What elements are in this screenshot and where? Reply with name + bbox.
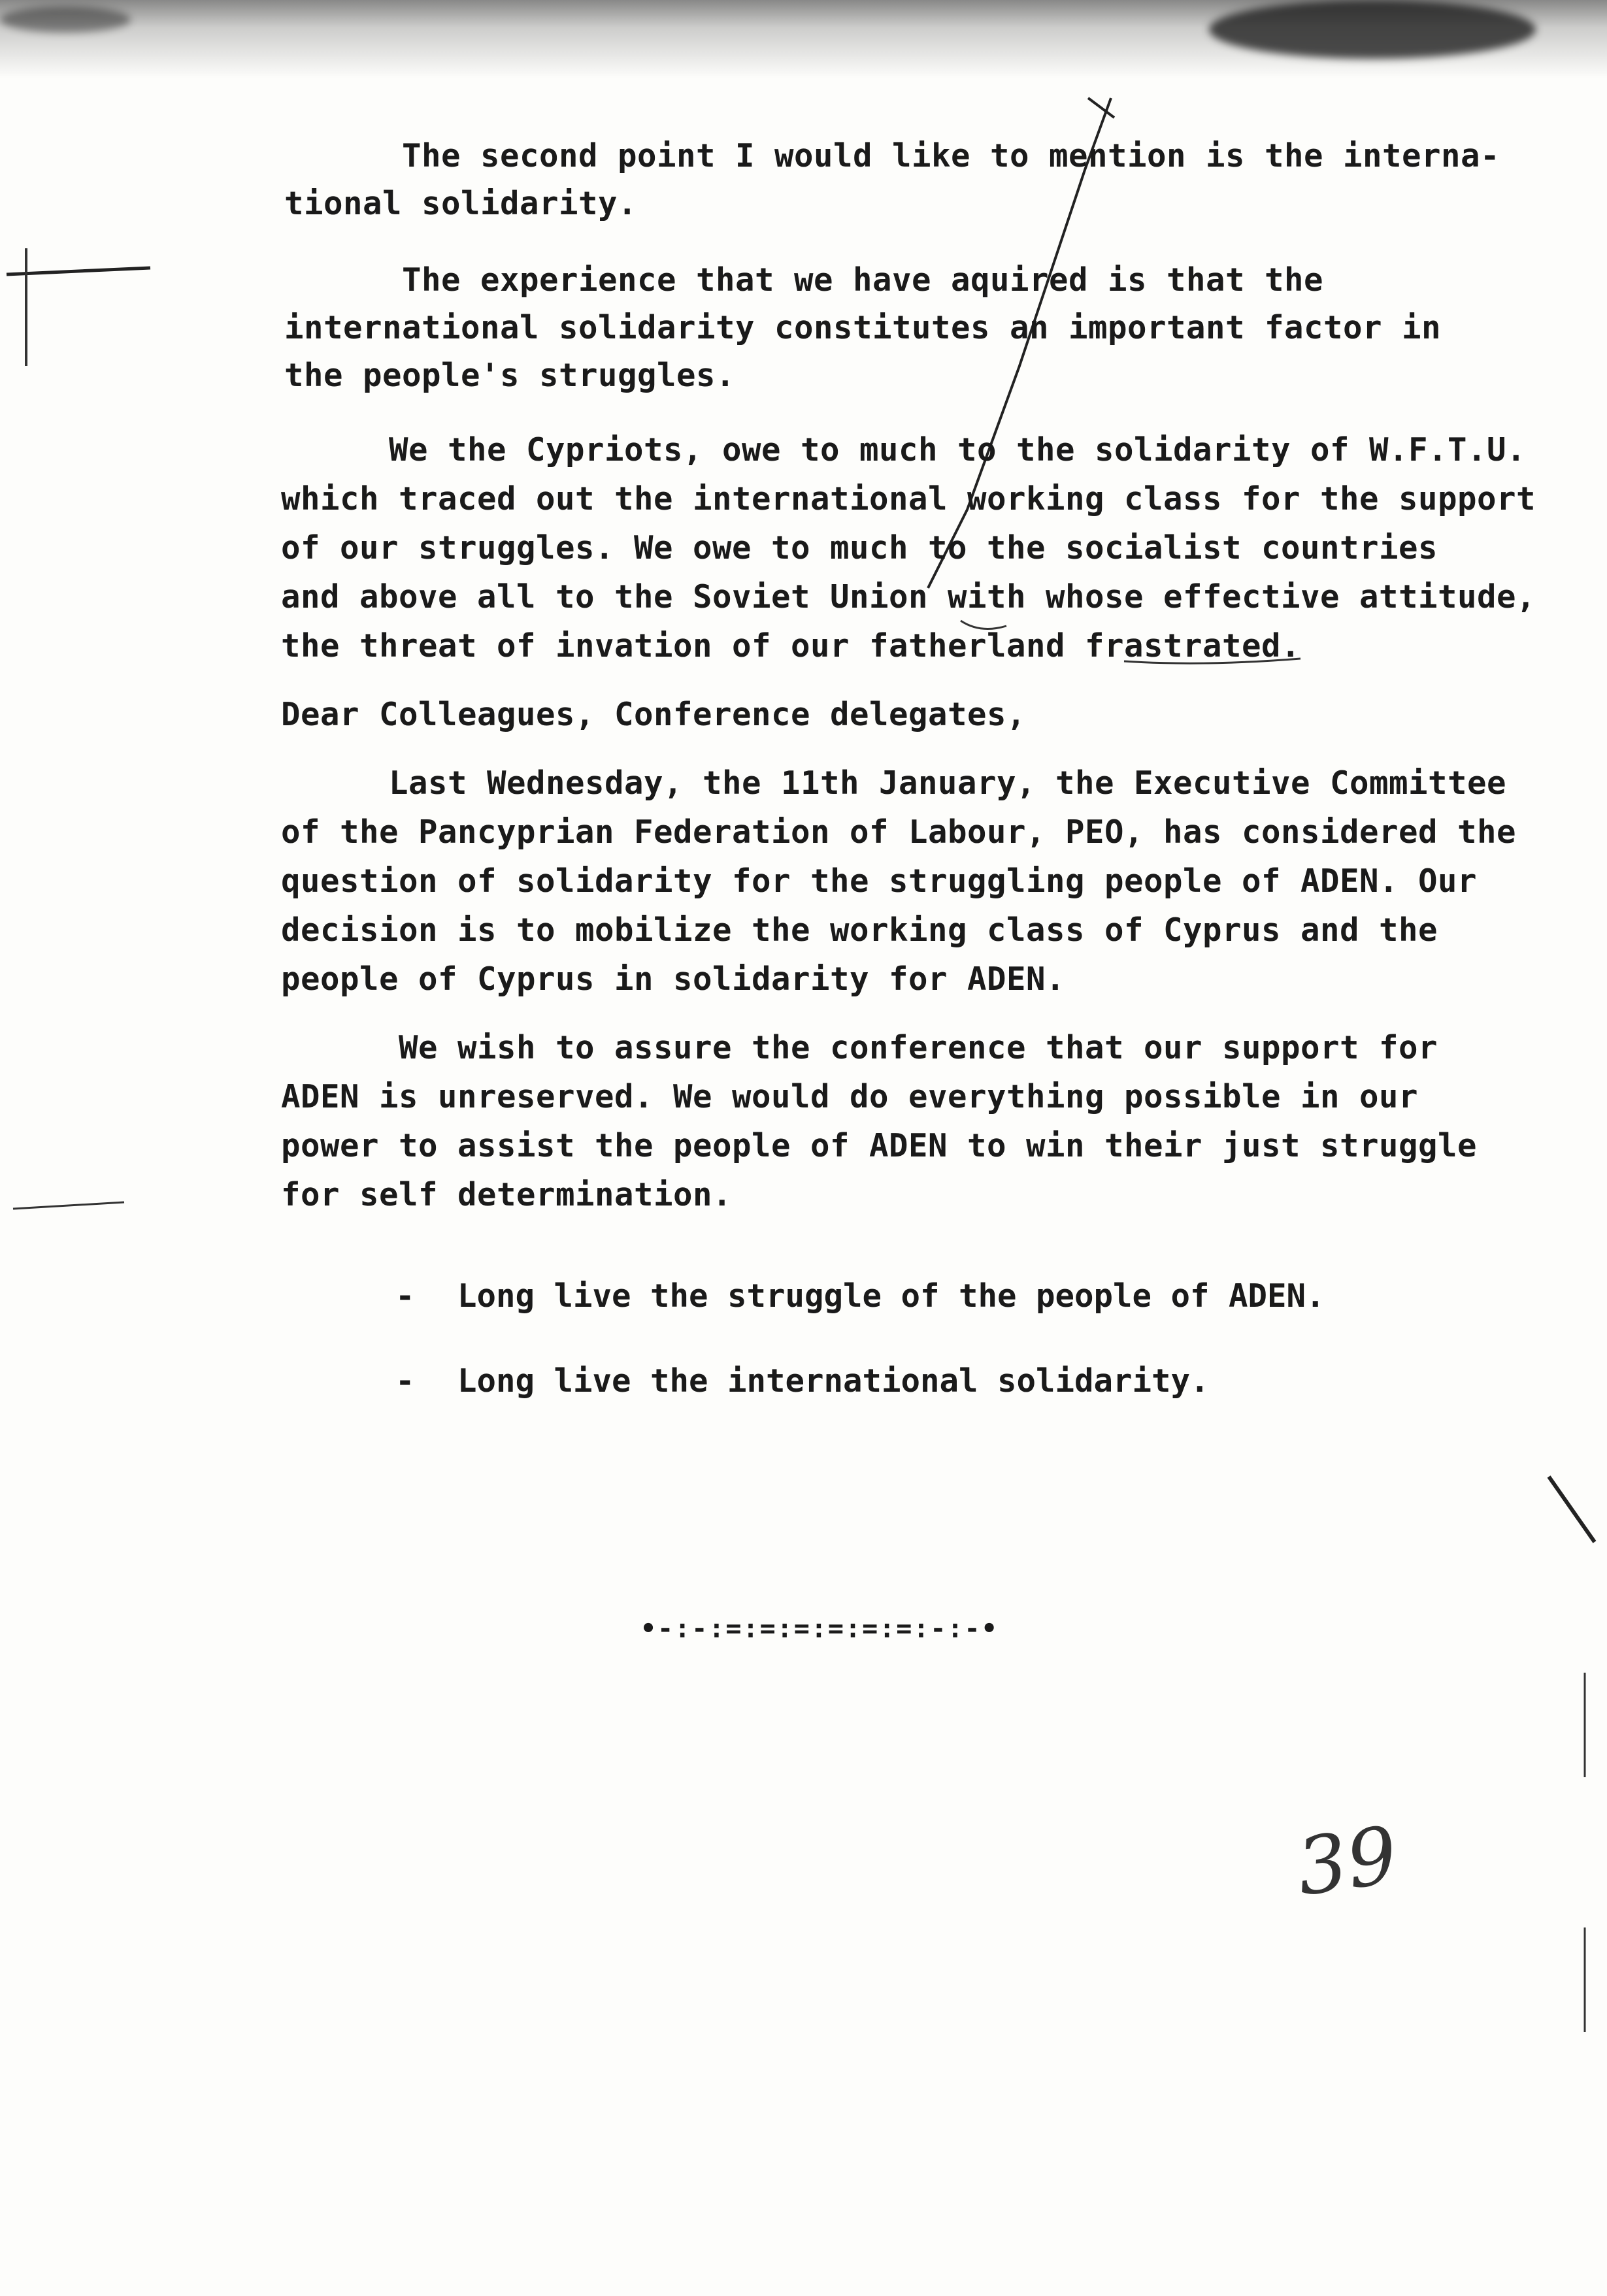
paragraph-5-line-1: Last Wednesday, the 11th January, the Executive Committee	[389, 764, 1507, 802]
paragraph-5-line-4: decision is to mobilize the working class of Cyprus and the	[281, 911, 1438, 949]
paragraph-2-line-2: international solidarity constitutes an important factor in	[284, 309, 1442, 346]
paragraph-6-line-1: We wish to assure the conference that our support for	[399, 1029, 1438, 1066]
end-separator: •-:-:=:=:=:=:=:=:-:-•	[640, 1614, 999, 1644]
paragraph-5-line-3: question of solidarity for the struggling people of ADEN. Our	[281, 862, 1478, 900]
paragraph-6-line-2: ADEN is unreserved. We would do everything possible in our	[281, 1078, 1419, 1115]
paragraph-6-line-3: power to assist the people of ADEN to win their just struggle	[281, 1127, 1478, 1164]
slogan-2-dash: -	[395, 1362, 415, 1400]
paragraph-2-line-3: the people's struggles.	[284, 357, 736, 394]
paragraph-3-line-2: which traced out the international working class for the support	[281, 480, 1536, 517]
paragraph-3-line-4: and above all to the Soviet Union with whose effective attitude,	[281, 578, 1536, 615]
paragraph-6-line-4: for self determination.	[281, 1176, 733, 1213]
paragraph-3-line-3: of our struggles. We owe to much to the socialist countries	[281, 529, 1438, 566]
paragraph-1-line-2: tional solidarity.	[284, 185, 638, 222]
paragraph-5-line-5: people of Cyprus in solidarity for ADEN.	[281, 960, 1066, 998]
slogan-1: Long live the struggle of the people of ADEN.	[457, 1277, 1325, 1315]
slogan-1-dash: -	[395, 1277, 415, 1315]
slogan-2: Long live the international solidarity.	[457, 1362, 1210, 1400]
salutation: Dear Colleagues, Conference delegates,	[281, 696, 1027, 733]
paragraph-3-line-5: the threat of invation of our fatherland frastrated.	[281, 627, 1301, 664]
paragraph-1-line-1: The second point I would like to mention is the interna-	[402, 137, 1500, 174]
paragraph-5-line-2: of the Pancyprian Federation of Labour, PEO, has considered the	[281, 813, 1517, 851]
handwritten-page-number: 39	[1291, 1810, 1403, 1914]
paragraph-2-line-1: The experience that we have aquired is that the	[402, 261, 1324, 299]
paragraph-3-line-1: We the Cypriots, owe to much to the solidarity of W.F.T.U.	[389, 431, 1527, 468]
